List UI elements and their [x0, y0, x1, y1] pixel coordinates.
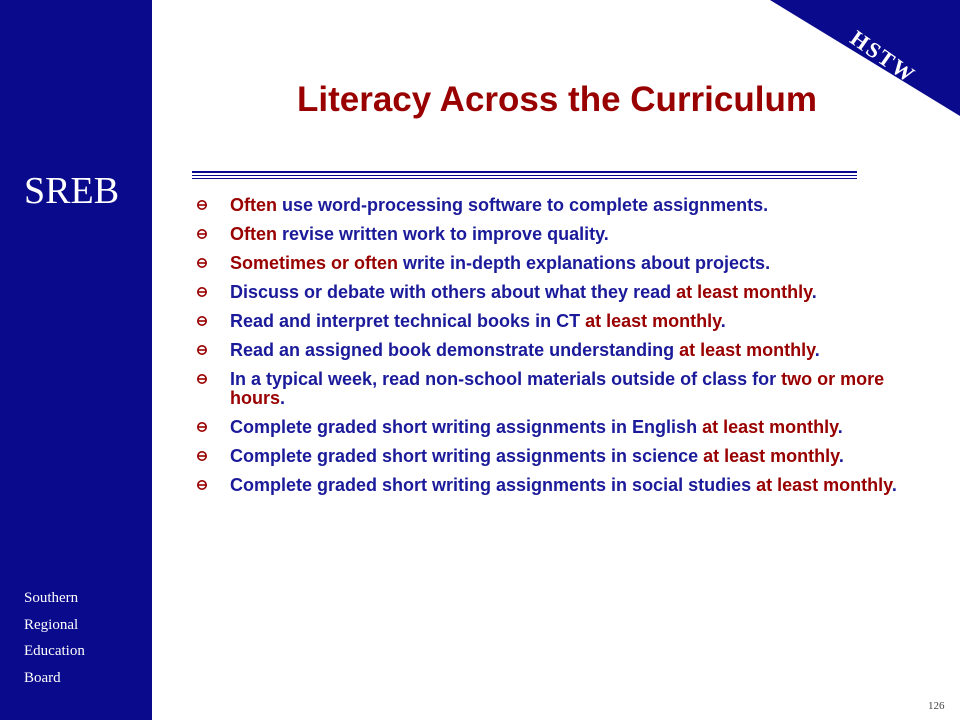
sreb-logo: SREB: [24, 170, 120, 212]
highlight-text: at least monthly: [702, 417, 838, 437]
bullet-item: [190, 341, 935, 360]
highlight-text: two or more hours: [230, 369, 885, 408]
bullet-text: In a typical week, read non-school materials outside of class for: [230, 369, 782, 389]
circle-bullet-icon: [193, 341, 211, 359]
bullet-item: [190, 254, 935, 273]
org-line: Regional: [24, 616, 79, 633]
org-line: Education: [24, 643, 85, 659]
bullet-text: Read and interpret technical books in CT: [230, 311, 586, 331]
bullet-text: write in-depth explanations about projects.: [398, 253, 771, 273]
circle-bullet-icon: [193, 225, 211, 243]
circle-bullet-icon: [193, 447, 211, 465]
circle-bullet-icon: [193, 196, 211, 214]
circle-bullet-icon: [193, 418, 211, 436]
bullet-text: use word-processing software to complete assignments.: [277, 195, 769, 215]
bullet-list: [190, 196, 935, 505]
bullet-text: Read an assigned book demonstrate understanding: [230, 340, 680, 360]
org-line: Board: [24, 669, 61, 686]
title-divider-thin: [192, 175, 857, 176]
highlight-text: Sometimes or often: [230, 253, 399, 273]
bullet-item: [190, 312, 935, 331]
bullet-item: [190, 196, 935, 215]
bullet-item: [190, 476, 935, 495]
highlight-text: at least monthly: [585, 311, 721, 331]
highlight-text: at least monthly: [676, 282, 812, 302]
highlight-text: at least monthly: [756, 475, 892, 495]
bullet-text: Complete graded short writing assignments in science: [230, 446, 704, 466]
highlight-text: Often: [230, 224, 277, 244]
highlight-text: at least monthly: [679, 340, 815, 360]
highlight-text: at least monthly: [703, 446, 839, 466]
bullet-text: .: [280, 388, 286, 408]
bullet-item: [190, 370, 935, 408]
bullet-text: Complete graded short writing assignments in English: [230, 417, 703, 437]
bullet-item: [190, 283, 935, 302]
circle-bullet-icon: [193, 312, 211, 330]
circle-bullet-icon: [193, 370, 211, 388]
organization-name: [24, 585, 85, 691]
bullet-item: [190, 225, 935, 244]
circle-bullet-icon: [193, 476, 211, 494]
highlight-text: Often: [230, 195, 277, 215]
bullet-text: .: [838, 446, 844, 466]
page-number: 126: [928, 700, 945, 712]
bullet-text: Discuss or debate with others about what they read: [230, 282, 677, 302]
org-line: Southern: [24, 590, 79, 606]
bullet-text: .: [811, 282, 817, 302]
bullet-text: .: [720, 311, 726, 331]
title-divider-thick: [192, 171, 857, 173]
bullet-text: .: [814, 340, 820, 360]
circle-bullet-icon: [193, 254, 211, 272]
bullet-text: Complete graded short writing assignments in social studies: [230, 475, 757, 495]
slide-title: Literacy Across the Curriculum: [297, 80, 817, 119]
bullet-item: [190, 418, 935, 437]
bullet-text: revise written work to improve quality.: [277, 224, 609, 244]
bullet-text: .: [891, 475, 897, 495]
circle-bullet-icon: [193, 283, 211, 301]
title-divider-thin: [192, 178, 857, 179]
sidebar-panel: [0, 0, 152, 720]
bullet-text: .: [837, 417, 843, 437]
bullet-item: [190, 447, 935, 466]
hstw-label: HSTW: [845, 25, 921, 89]
